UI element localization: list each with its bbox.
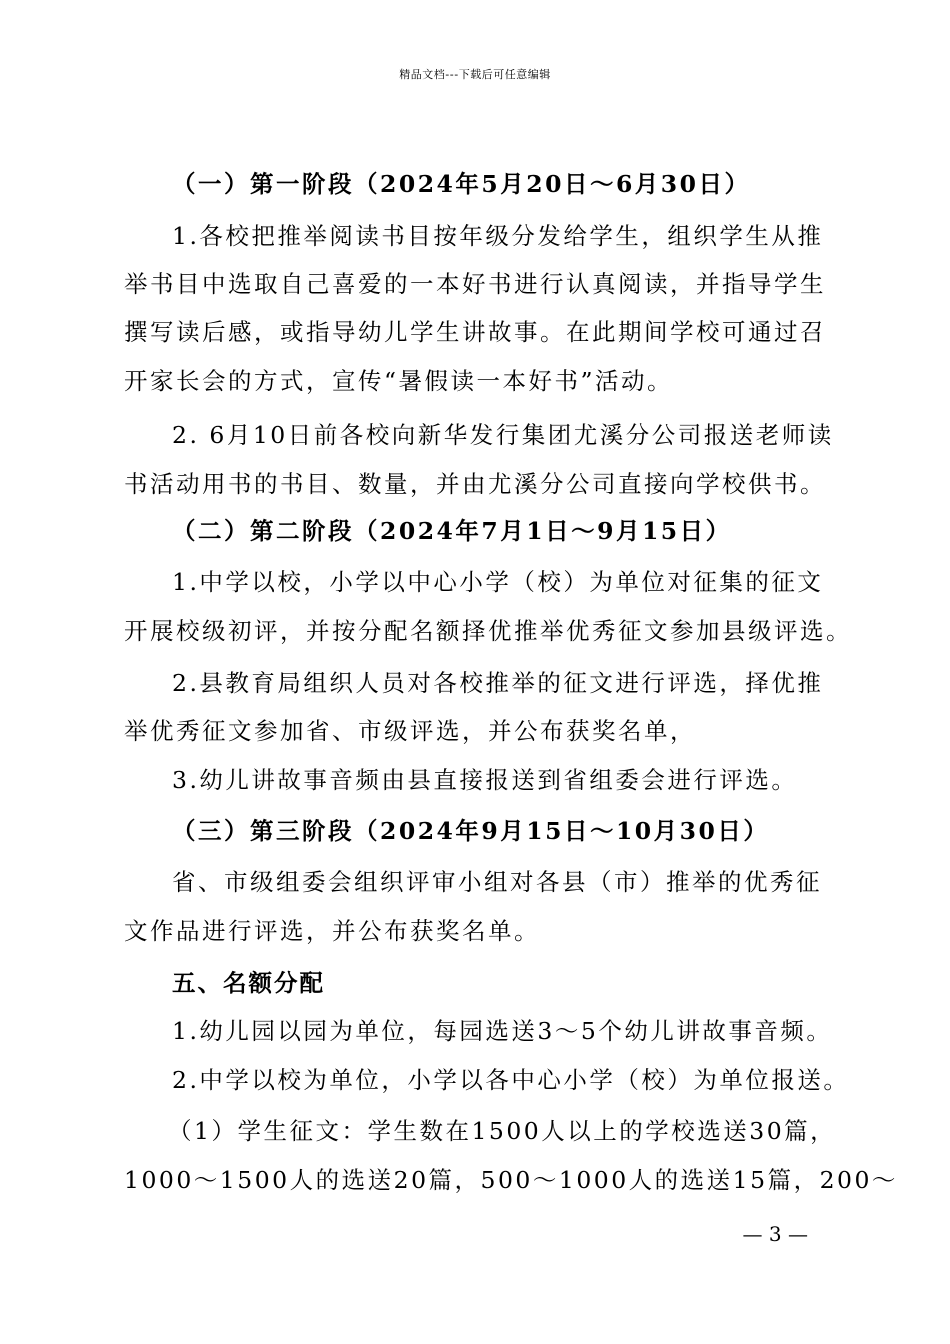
paragraph-line: 省、市级组委会组织评审小组对各县（市）推举的优秀征 xyxy=(172,868,822,896)
page-number: — 3 — xyxy=(742,1222,808,1246)
paragraph-line: 开家长会的方式，宣传“暑假读一本好书”活动。 xyxy=(124,367,674,395)
paragraph-line: 2.县教育局组织人员对各校推举的征文进行评选，择优推 xyxy=(172,669,824,697)
section5-title: 五、名额分配 xyxy=(172,969,325,997)
paragraph-line: 开展校级初评，并按分配名额择优推举优秀征文参加县级评选。 xyxy=(124,617,852,645)
paragraph-line: 举书目中选取自己喜爱的一本好书进行认真阅读，并指导学生 xyxy=(124,270,826,298)
paragraph-line: 1000～1500人的选送20篇，500～1000人的选送15篇，200～ xyxy=(124,1166,898,1194)
paragraph-line: 2.中学以校为单位，小学以各中心小学（校）为单位报送。 xyxy=(172,1066,850,1094)
paragraph-line: 1.各校把推举阅读书目按年级分发给学生，组织学生从推 xyxy=(172,222,824,250)
paragraph-line: 3.幼儿讲故事音频由县直接报送到省组委会进行评选。 xyxy=(172,766,798,794)
paragraph-line: （1）学生征文：学生数在1500人以上的学校选送30篇， xyxy=(168,1117,837,1145)
stage3-heading: （三）第三阶段（2024年9月15日～10月30日） xyxy=(172,817,770,845)
paragraph-line: 举优秀征文参加省、市级评选，并公布获奖名单， xyxy=(124,717,696,745)
header-note: 精品文档---下载后可任意编辑 xyxy=(399,68,551,81)
paragraph-line: 文作品进行评选，并公布获奖名单。 xyxy=(124,917,540,945)
paragraph-line: 1.中学以校，小学以中心小学（校）为单位对征集的征文 xyxy=(172,568,824,596)
paragraph-line: 书活动用书的书目、数量，并由尤溪分公司直接向学校供书。 xyxy=(124,470,826,498)
stage1-heading: （一）第一阶段（2024年5月20日～6月30日） xyxy=(172,170,751,198)
paragraph-line: 撰写读后感，或指导幼儿学生讲故事。在此期间学校可通过召 xyxy=(124,318,826,346)
paragraph-line: 1.幼儿园以园为单位，每园选送3～5个幼儿讲故事音频。 xyxy=(172,1017,833,1045)
paragraph-line: 2. 6月10日前各校向新华发行集团尤溪分公司报送老师读 xyxy=(172,421,834,449)
stage2-heading: （二）第二阶段（2024年7月1日～9月15日） xyxy=(172,517,732,545)
